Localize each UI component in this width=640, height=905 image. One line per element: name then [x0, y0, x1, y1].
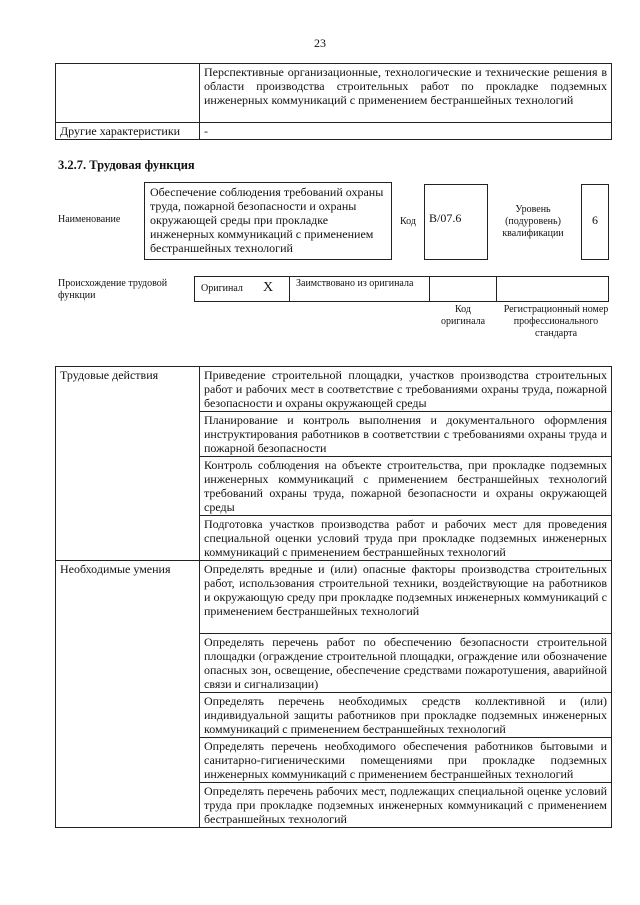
required-skills-item: Определять перечень необходимых средств коллективной и (или) индивидуальной защиты работников при прокладке подземных инженерных коммуникаций с применением бестраншейных технологий — [200, 693, 612, 738]
original-mark: Х — [263, 280, 274, 295]
main-table — [55, 366, 612, 828]
required-skills-item: Определять перечень рабочих мест, подлежащих специальной оценке условий труда при прокладке подземных инженерных коммуникаций с применением бестраншейных технологий — [200, 783, 612, 828]
labor-actions-item: Приведение строительной площадки, участков производства строительных работ и рабочих мест в соответствие с требованиями охраны труда, пожарной безопасности и охраны окружающей среды — [200, 367, 612, 412]
level-value-box: 6 — [581, 184, 609, 260]
original-label: Оригинал — [201, 283, 243, 294]
required-skills-item: Определять перечень необходимого обеспечения работников бытовыми и санитарно-гигиеническими помещениями при прокладке подземных инженерных коммуникаций с применением бестраншейных технологий — [200, 738, 612, 783]
page-number: 23 — [314, 36, 326, 50]
borrowed-cell: Заимствовано из оригинала — [289, 276, 430, 302]
origin-code-cell — [429, 276, 497, 302]
section-title: 3.2.7. Трудовая функция — [58, 158, 195, 172]
name-label: Наименование — [58, 214, 121, 225]
labor-actions-item: Подготовка участков производства работ и рабочих мест для проведения специальной оценки условий труда при прокладке подземных инженерных коммуникаций с применением бестраншейных технологий — [200, 516, 612, 561]
origin-reg-cell — [496, 276, 609, 302]
top-table-empty-cell — [56, 64, 200, 123]
other-characteristics-label: Другие характеристики — [56, 123, 200, 140]
required-skills-item: Определять вредные и (или) опасные факторы производства строительных работ, использования строительной техники, воздействующие на работников и окружающую среду при прокладке подземных инженерных коммуникаций с применением бестраншейных технологий — [200, 561, 612, 634]
top-table — [55, 63, 612, 140]
labor-actions-item: Контроль соблюдения на объекте строительства, при прокладке подземных инженерных коммуникаций с применением бестраншейных технологий требований охраны труда, пожарной безопасности и охраны окружающей среды — [200, 457, 612, 516]
origin-reg-caption: Регистрационный номер профессионального стандарта — [503, 304, 609, 339]
labor-actions-label: Трудовые действия — [56, 367, 200, 561]
origin-code-caption: Код оригинала — [440, 304, 486, 327]
function-name-box: Обеспечение соблюдения требований охраны труда, пожарной безопасности и охраны окружающей среды при прокладке инженерных коммуникаций с применением бестраншейных технологий — [144, 182, 392, 260]
code-label: Код — [400, 216, 416, 227]
required-skills-item: Определять перечень работ по обеспечению безопасности строительной площадки (ограждение строительной площадки, ограждение или обозначение опасных зон, освещение, обеспечение средствами пожаротушения, аварийной связи и сигнализации) — [200, 634, 612, 693]
top-table-description: Перспективные организационные, технологические и технические решения в области производства строительных работ по прокладке подземных инженерных коммуникаций с применением бестраншейных технологий — [200, 64, 612, 123]
other-characteristics-value: - — [200, 123, 612, 140]
table-row — [56, 367, 612, 412]
level-label: Уровень (подуровень) квалификации — [502, 204, 564, 239]
original-cell — [194, 276, 290, 302]
required-skills-label: Необходимые умения — [56, 561, 200, 828]
labor-actions-item: Планирование и контроль выполнения и документального оформления инструктирования работников в соответствии с требованиями охраны труда и пожарной безопасности — [200, 412, 612, 457]
origin-label: Происхождение трудовой функции — [58, 278, 168, 301]
function-code-box: В/07.6 — [424, 184, 488, 260]
table-row — [56, 561, 612, 634]
